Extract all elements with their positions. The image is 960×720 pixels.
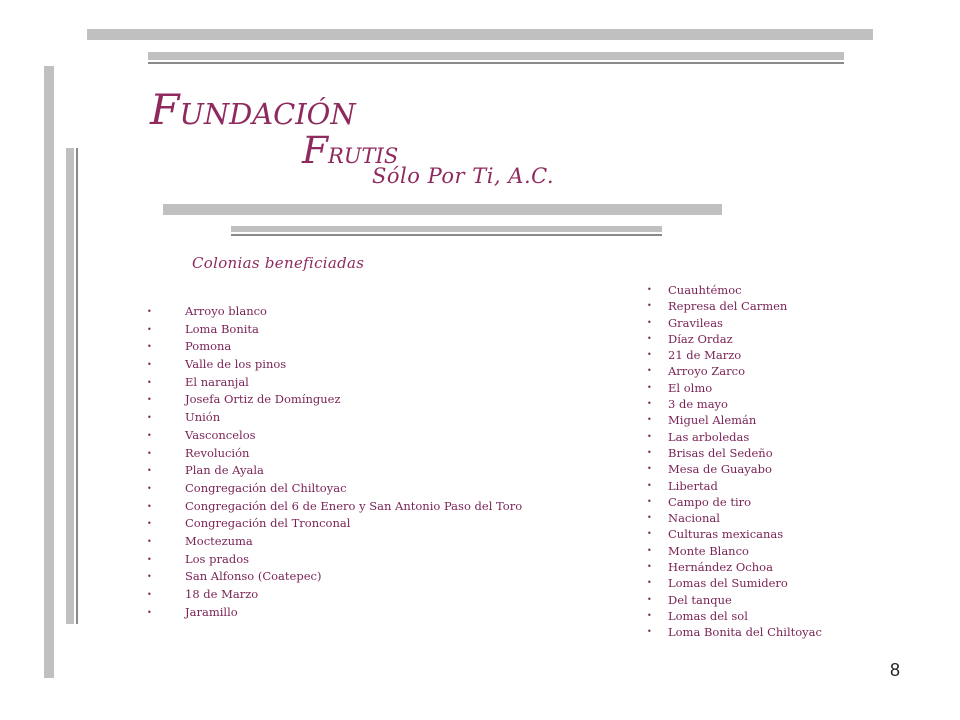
left-vertical-line-inner (76, 148, 78, 624)
page-number: 8 (890, 660, 901, 680)
list-item: • San Alfonso (Coatepec) (185, 568, 522, 586)
list-item: • Culturas mexicanas (668, 526, 822, 542)
title-line-2: FRUTIS (302, 128, 399, 172)
list-item: • 3 de mayo (668, 396, 822, 412)
list-item: • Loma Bonita del Chiltoyac (668, 624, 822, 640)
section-title: Colonias beneficiadas (192, 254, 365, 272)
list-item: • Jaramillo (185, 604, 522, 622)
list-item: • Pomona (185, 338, 522, 356)
list-item: • Plan de Ayala (185, 462, 522, 480)
list-item: • Represa del Carmen (668, 298, 822, 314)
list-item: • Cuauhtémoc (668, 282, 822, 298)
list-item: • Moctezuma (185, 533, 522, 551)
list-item: • Libertad (668, 478, 822, 494)
list-item: • Lomas del sol (668, 608, 822, 624)
upper-decorative-line (148, 62, 844, 64)
list-item: • 21 de Marzo (668, 347, 822, 363)
list-item: • Del tanque (668, 592, 822, 608)
top-decorative-bar (87, 29, 873, 40)
list-item: • Arroyo Zarco (668, 363, 822, 379)
list-item: • Congregación del 6 de Enero y San Antonio Paso del Toro (185, 498, 522, 516)
left-vertical-bar-inner (66, 148, 74, 624)
mid-decorative-bar (163, 204, 722, 215)
list-item: • Mesa de Guayabo (668, 461, 822, 477)
list-item: • Los prados (185, 551, 522, 569)
list-item: • Miguel Alemán (668, 412, 822, 428)
list-item: • Nacional (668, 510, 822, 526)
list-item: • Loma Bonita (185, 321, 522, 339)
list-item: • Díaz Ordaz (668, 331, 822, 347)
upper-decorative-bar (148, 52, 844, 60)
list-item: • Unión (185, 409, 522, 427)
title-line-1: FUNDACIÓN (150, 86, 356, 135)
list-item: • Monte Blanco (668, 543, 822, 559)
list-item: • Revolución (185, 445, 522, 463)
list-item: • Vasconcelos (185, 427, 522, 445)
list-item: • Las arboledas (668, 429, 822, 445)
list-item: • 18 de Marzo (185, 586, 522, 604)
left-colonias-list (185, 303, 522, 621)
list-item: • El olmo (668, 380, 822, 396)
list-item: • Arroyo blanco (185, 303, 522, 321)
list-item: • Hernández Ochoa (668, 559, 822, 575)
list-item: • Josefa Ortiz de Domínguez (185, 391, 522, 409)
list-item: • Valle de los pinos (185, 356, 522, 374)
list-item: • Lomas del Sumidero (668, 575, 822, 591)
list-item: • El naranjal (185, 374, 522, 392)
list-item: • Gravileas (668, 315, 822, 331)
list-item: • Campo de tiro (668, 494, 822, 510)
list-item: • Congregación del Chiltoyac (185, 480, 522, 498)
list-item: • Congregación del Tronconal (185, 515, 522, 533)
right-colonias-list (668, 282, 822, 641)
left-vertical-bar-outer (44, 66, 54, 678)
short-decorative-line (231, 234, 662, 236)
short-decorative-bar (231, 226, 662, 232)
list-item: • Brisas del Sedeño (668, 445, 822, 461)
subtitle: Sólo Por Ti, A.C. (372, 164, 555, 188)
